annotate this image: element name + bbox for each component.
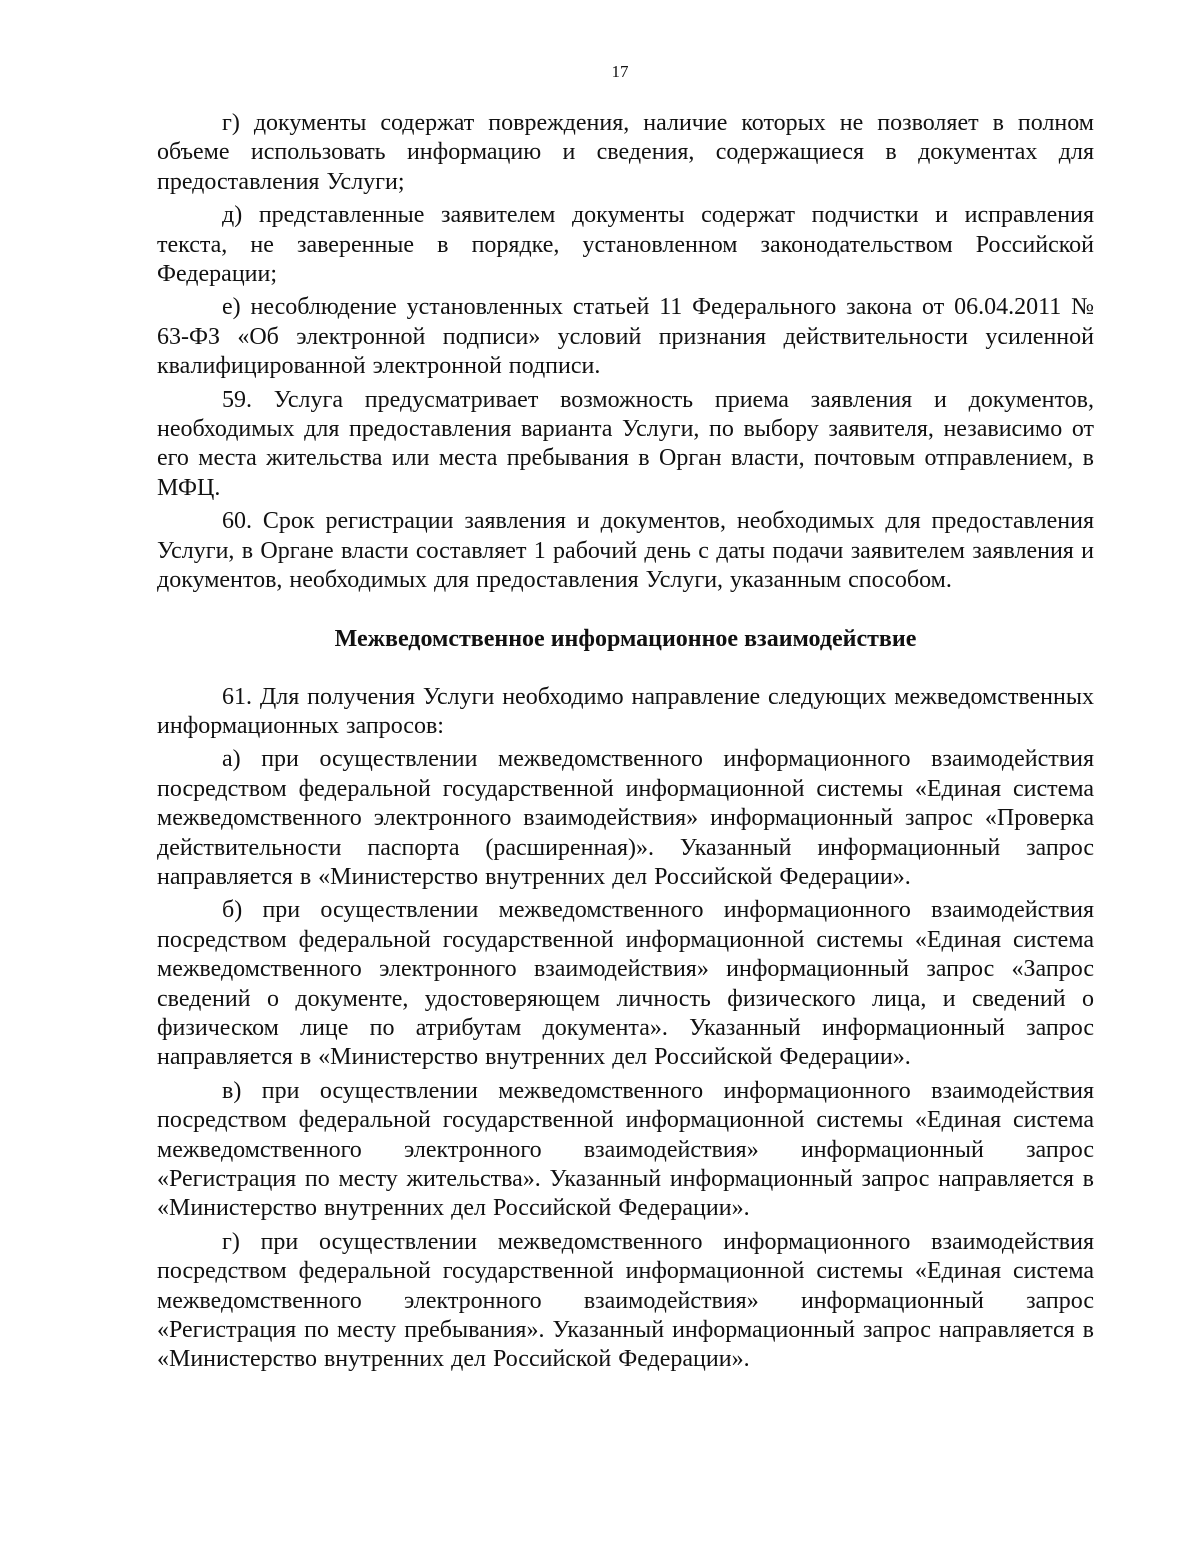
document-body bbox=[157, 109, 1094, 1379]
paragraph-61-g: г) при осуществлении межведомственного информационного взаимодействия посредством федеральной государственной информационной системы «Единая система межведомственного электронного взаимодействия» информационный запрос «Регистрация по месту пребывания». Указанный информационный запрос направляется в «Министерство внутренних дел Российской Федерации». bbox=[157, 1228, 1094, 1373]
paragraph-61-v: в) при осуществлении межведомственного информационного взаимодействия посредством федеральной государственной информационной системы «Единая система межведомственного электронного взаимодействия» информационный запрос «Регистрация по месту жительства». Указанный информационный запрос направляется в «Министерство внутренних дел Российской Федерации». bbox=[157, 1077, 1094, 1222]
paragraph-signature-conditions: е) несоблюдение установленных статьей 11 Федерального закона от 06.04.2011 № 63-ФЗ «Об электронной подписи» условий признания действительности усиленной квалифицированной электронной подписи. bbox=[157, 294, 1094, 380]
paragraph-59: 59. Услуга предусматривает возможность приема заявления и документов, необходимых для предоставления варианта Услуги, по выбору заявителя, независимо от его места жительства или места пребывания в Орган власти, почтовым отправлением, в МФЦ. bbox=[157, 386, 1094, 501]
paragraph-corrections: д) представленные заявителем документы содержат подчистки и исправления текста, не заверенные в порядке, установленном законодательством Российской Федерации; bbox=[157, 202, 1094, 288]
paragraph-61-b: б) при осуществлении межведомственного информационного взаимодействия посредством федеральной государственной информационной системы «Единая система межведомственного электронного взаимодействия» информационный запрос «Запрос сведений о документе, удостоверяющем личность физического лица, и сведений о физическом лице по атрибутам документа». Указанный информационный запрос направляется в «Министерство внутренних дел Российской Федерации». bbox=[157, 897, 1094, 1071]
paragraph-61-a: а) при осуществлении межведомственного информационного взаимодействия посредством федеральной государственной информационной системы «Единая система межведомственного электронного взаимодействия» информационный запрос «Проверка действительности паспорта (расширенная)». Указанный информационный запрос направляется в «Министерство внутренних дел Российской Федерации». bbox=[157, 746, 1094, 890]
section-heading: Межведомственное информационное взаимодействие bbox=[334, 625, 917, 652]
paragraph-61: 61. Для получения Услуги необходимо направление следующих межведомственных информационных запросов: bbox=[157, 683, 1094, 739]
page-number: 17 bbox=[611, 62, 629, 81]
paragraph-60: 60. Срок регистрации заявления и документов, необходимых для предоставления Услуги, в Органе власти составляет 1 рабочий день с даты подачи заявителем заявления и документов, необходимых для предоставления Услуги, указанным способом. bbox=[157, 508, 1094, 594]
paragraph-damaged-documents: г) документы содержат повреждения, наличие которых не позволяет в полном объеме использовать информацию и сведения, содержащиеся в документах для предоставления Услуги; bbox=[157, 110, 1094, 195]
